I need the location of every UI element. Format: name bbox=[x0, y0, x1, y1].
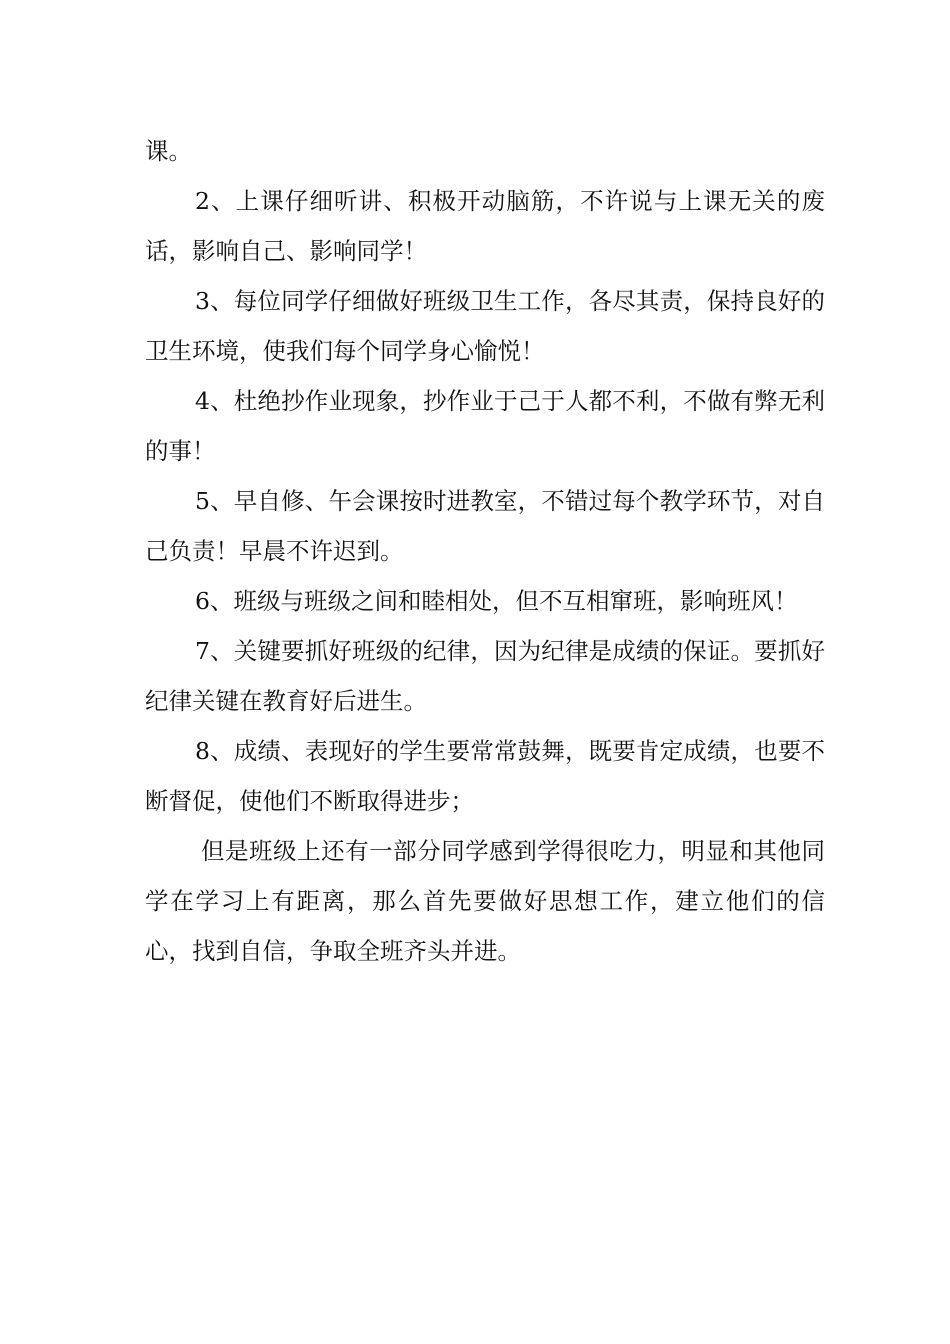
paragraph-item-8: 8、成绩、表现好的学生要常常鼓舞，既要肯定成绩，也要不断督促，使他们不断取得进步； bbox=[145, 737, 825, 815]
paragraph-item-2: 2、上课仔细听讲、积极开动脑筋，不许说与上课无关的废话，影响自己、影响同学！ bbox=[145, 187, 825, 265]
paragraph-continuation: 课。 bbox=[145, 137, 192, 165]
paragraph-item-6: 6、班级与班级之间和睦相处，但不互相窜班，影响班风！ bbox=[195, 587, 798, 615]
paragraph-item-5: 5、早自修、午会课按时进教室，不错过每个教学环节，对自己负责！早晨不许迟到。 bbox=[145, 487, 825, 565]
paragraph-item-4: 4、杜绝抄作业现象，抄作业于己于人都不利，不做有弊无利的事！ bbox=[145, 387, 825, 465]
document-body bbox=[145, 126, 825, 976]
paragraph-item-7: 7、关键要抓好班级的纪律，因为纪律是成绩的保证。要抓好纪律关键在教育好后进生。 bbox=[145, 637, 825, 715]
paragraph-item-3: 3、每位同学仔细做好班级卫生工作，各尽其责，保持良好的卫生环境，使我们每个同学身心愉悦！ bbox=[145, 287, 825, 365]
paragraph-conclusion: 但是班级上还有一部分同学感到学得很吃力，明显和其他同学在学习上有距离，那么首先要做好思想工作，建立他们的信心，找到自信，争取全班齐头并进。 bbox=[145, 837, 825, 965]
